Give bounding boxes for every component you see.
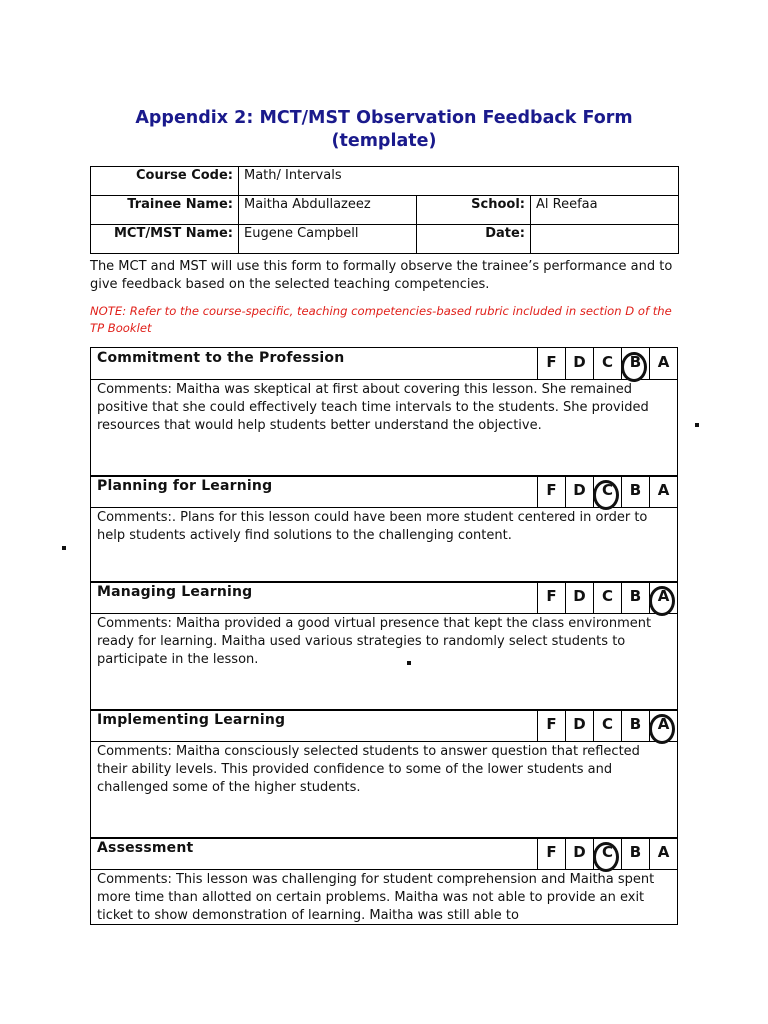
grade-letter: A [657, 715, 670, 733]
note-paragraph: NOTE: Refer to the course-specific, teaching competencies-based rubric included in section D of the TP Booklet [90, 304, 672, 335]
info-row-course [91, 167, 679, 196]
grade-option-c [593, 838, 621, 869]
school-label: School: [417, 196, 531, 225]
grade-letter: F [546, 715, 557, 733]
section-comments: Comments: Maitha was skeptical at first about covering this lesson. She remained positive that she could effectively teach time intervals to the students. She provided resources that would help students better understand the objective. [97, 382, 649, 433]
grade-option-d [565, 710, 593, 741]
grade-letter: F [546, 587, 557, 605]
grade-letter: D [573, 587, 586, 605]
competency-section [90, 581, 678, 711]
grade-option-a [649, 710, 677, 741]
grade-option-c [593, 476, 621, 507]
grade-letter: B [629, 843, 642, 861]
info-row-trainee [91, 196, 679, 225]
stray-mark [695, 423, 699, 427]
section-title: Planning for Learning [97, 478, 273, 494]
grade-letter: C [601, 715, 613, 733]
trainee-name-label: Trainee Name: [91, 196, 239, 225]
section-comments: Comments: This lesson was challenging for student comprehension and Maitha spent more time than allotted on certain problems. Maitha was not able to provide an exit ticket to show demonstration of learning. Maitha was still able to [97, 872, 655, 923]
grade-option-b [621, 348, 649, 379]
grade-option-f [537, 476, 565, 507]
grade-letter: B [629, 715, 642, 733]
grade-option-f [537, 710, 565, 741]
info-table [90, 166, 679, 254]
grade-letter: D [573, 353, 586, 371]
intro-paragraph: The MCT and MST will use this form to formally observe the trainee’s performance and to give feedback based on the selected teaching competencies. [90, 259, 673, 292]
mct-name-label: MCT/MST Name: [91, 225, 239, 254]
section-header [91, 838, 677, 870]
grade-letter: F [546, 353, 557, 371]
grade-option-a [649, 476, 677, 507]
course-code-value: Math/ Intervals [239, 167, 679, 196]
grade-option-a [649, 838, 677, 869]
grade-letter: A [657, 843, 670, 861]
grade-option-f [537, 348, 565, 379]
form-title [90, 107, 678, 153]
grade-letter: D [573, 843, 586, 861]
form-title-line2: (template) [331, 131, 437, 151]
grade-option-f [537, 838, 565, 869]
grade-letter: C [601, 353, 613, 371]
grade-letter: F [546, 481, 557, 499]
section-header [91, 582, 677, 614]
grade-letter: A [657, 353, 670, 371]
grade-option-b [621, 710, 649, 741]
grade-letter: B [629, 481, 642, 499]
grade-letter: B [629, 587, 642, 605]
grade-option-d [565, 476, 593, 507]
grade-option-b [621, 838, 649, 869]
section-title: Implementing Learning [97, 712, 286, 728]
section-title: Managing Learning [97, 584, 253, 600]
grade-letter: B [629, 353, 642, 371]
grade-option-a [649, 348, 677, 379]
grade-option-c [593, 348, 621, 379]
grade-option-d [565, 838, 593, 869]
trainee-name-value: Maitha Abdullazeez [239, 196, 417, 225]
grade-letter: D [573, 481, 586, 499]
competency-section [90, 475, 678, 583]
grade-letter: A [657, 481, 670, 499]
grade-letter: D [573, 715, 586, 733]
grade-option-b [621, 476, 649, 507]
section-comments: Comments: Maitha consciously selected students to answer question that reflected their ability levels. This provided confidence to some of the lower students and challenged some of the higher students. [97, 744, 640, 795]
section-header [91, 710, 677, 742]
section-comments: Comments:. Plans for this lesson could have been more student centered in order to help students actively find solutions to the challenging content. [97, 510, 648, 543]
grade-option-f [537, 582, 565, 613]
section-comments: Comments: Maitha provided a good virtual presence that kept the class environment ready for learning. Maitha used various strategies to randomly select students to participate in the lesson. [97, 616, 652, 667]
mct-name-value: Eugene Campbell [239, 225, 417, 254]
grade-option-b [621, 582, 649, 613]
grade-option-d [565, 582, 593, 613]
form-title-line1: Appendix 2: MCT/MST Observation Feedback Form [135, 108, 633, 128]
competency-section [90, 837, 678, 925]
grade-letter: C [601, 843, 613, 861]
school-value: Al Reefaa [531, 196, 679, 225]
stray-mark [407, 661, 411, 665]
grade-option-c [593, 582, 621, 613]
grade-letter: C [601, 481, 613, 499]
course-code-label: Course Code: [91, 167, 239, 196]
grade-letter: C [601, 587, 613, 605]
competency-section [90, 709, 678, 839]
date-label: Date: [417, 225, 531, 254]
section-header [91, 476, 677, 508]
grade-option-c [593, 710, 621, 741]
section-title: Assessment [97, 840, 194, 856]
section-title: Commitment to the Profession [97, 350, 345, 366]
grade-option-a [649, 582, 677, 613]
grade-letter: A [657, 587, 670, 605]
date-value [531, 225, 679, 254]
stray-mark [62, 546, 66, 550]
grade-letter: F [546, 843, 557, 861]
competency-section [90, 347, 678, 477]
info-row-mct [91, 225, 679, 254]
section-header [91, 348, 677, 380]
grade-option-d [565, 348, 593, 379]
